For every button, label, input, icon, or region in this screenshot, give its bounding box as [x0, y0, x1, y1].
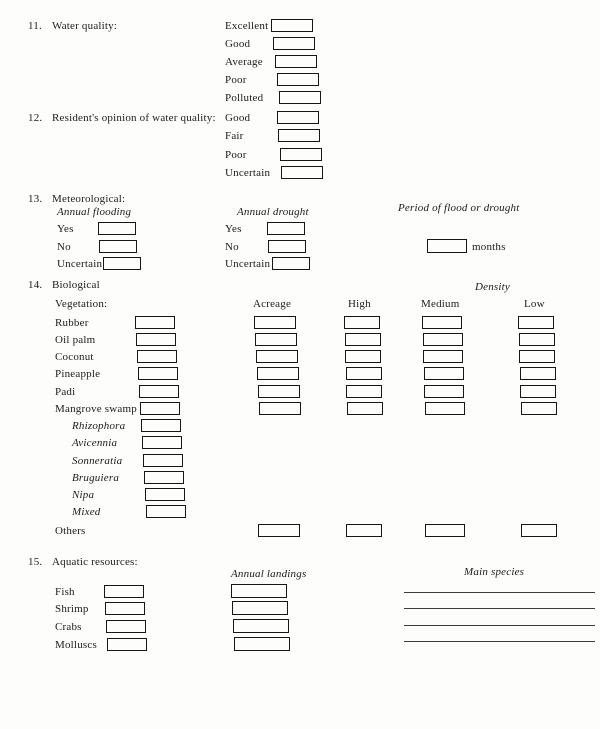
- q14-rubber-acreage-box[interactable]: [254, 316, 296, 329]
- q14-subrow-label: Rhizophora: [72, 420, 126, 432]
- q13-flooding-header: Annual flooding: [57, 206, 132, 218]
- q12-option-label: Good: [225, 112, 251, 124]
- q12-title: Resident's opinion of water quality:: [52, 112, 216, 124]
- q14-rubber-box[interactable]: [135, 316, 175, 329]
- q14-mangrove-low-box[interactable]: [521, 402, 557, 415]
- q14-others-high-box[interactable]: [346, 524, 382, 537]
- q14-avicennia-box[interactable]: [142, 436, 182, 449]
- q14-padi-low-box[interactable]: [520, 385, 556, 398]
- q13-period-header: Period of flood or drought: [398, 202, 520, 214]
- q14-pineapple-high-box[interactable]: [346, 367, 382, 380]
- q14-sonneratia-box[interactable]: [143, 454, 183, 467]
- q14-padi-high-box[interactable]: [346, 385, 382, 398]
- q14-rubber-low-box[interactable]: [518, 316, 554, 329]
- q15-row-label: Shrimp: [55, 603, 89, 615]
- q14-col-header: High: [348, 298, 371, 310]
- q13-period-unit-label: months: [472, 241, 506, 253]
- q11-excellent-box[interactable]: [271, 19, 313, 32]
- q11-polluted-box[interactable]: [279, 91, 321, 104]
- q14-pineapple-medium-box[interactable]: [424, 367, 464, 380]
- q14-coconut-acreage-box[interactable]: [256, 350, 298, 363]
- q14-bruguiera-box[interactable]: [144, 471, 184, 484]
- q15-landings-header: Annual landings: [231, 568, 307, 580]
- q14-row-label: Mangrove swamp: [55, 403, 137, 415]
- q14-others-label: Others: [55, 525, 86, 537]
- q15-molluscs-box[interactable]: [107, 638, 147, 651]
- q14-padi-acreage-box[interactable]: [258, 385, 300, 398]
- q13-drought-yes-box[interactable]: [267, 222, 305, 235]
- q13-drought-no-box[interactable]: [268, 240, 306, 253]
- q14-pineapple-acreage-box[interactable]: [257, 367, 299, 380]
- q11-number: 11.: [28, 20, 42, 32]
- q15-row-label: Fish: [55, 586, 75, 598]
- q14-coconut-low-box[interactable]: [519, 350, 555, 363]
- q14-mangrove-high-box[interactable]: [347, 402, 383, 415]
- q15-fish-landings-box[interactable]: [231, 584, 287, 598]
- q11-option-label: Polluted: [225, 92, 264, 104]
- q12-good-box[interactable]: [277, 111, 319, 124]
- q14-title: Biological: [52, 279, 100, 291]
- q12-fair-box[interactable]: [278, 129, 320, 142]
- q13-period-months-box[interactable]: [427, 239, 467, 253]
- q13-flooding-uncertain-box[interactable]: [103, 257, 141, 270]
- q14-coconut-high-box[interactable]: [345, 350, 381, 363]
- q14-rhizophora-box[interactable]: [141, 419, 181, 432]
- q14-rubber-medium-box[interactable]: [422, 316, 462, 329]
- q13-flooding-no-box[interactable]: [99, 240, 137, 253]
- q11-good-box[interactable]: [273, 37, 315, 50]
- q15-species-writein-line[interactable]: [404, 641, 595, 642]
- q13-drought-option-label: No: [225, 241, 239, 253]
- q13-flooding-yes-box[interactable]: [98, 222, 136, 235]
- q15-number: 15.: [28, 556, 43, 568]
- q15-species-writein-line[interactable]: [404, 608, 595, 609]
- q14-coconut-box[interactable]: [137, 350, 177, 363]
- q14-subrow-label: Nipa: [72, 489, 95, 501]
- q14-row-label: Padi: [55, 386, 76, 398]
- q12-uncertain-box[interactable]: [281, 166, 323, 179]
- q14-oilpalm-high-box[interactable]: [345, 333, 381, 346]
- q14-mangrove-acreage-box[interactable]: [259, 402, 301, 415]
- q15-species-writein-line[interactable]: [404, 592, 595, 593]
- q15-crabs-box[interactable]: [106, 620, 146, 633]
- q13-flooding-option-label: No: [57, 241, 71, 253]
- q13-drought-option-label: Uncertain: [225, 258, 271, 270]
- q11-option-label: Poor: [225, 74, 247, 86]
- q14-pineapple-box[interactable]: [138, 367, 178, 380]
- q14-others-acreage-box[interactable]: [258, 524, 300, 537]
- q14-row-label: Oil palm: [55, 334, 96, 346]
- q14-row-label: Coconut: [55, 351, 94, 363]
- q15-molluscs-landings-box[interactable]: [234, 637, 290, 651]
- q14-oilpalm-low-box[interactable]: [519, 333, 555, 346]
- q14-oilpalm-acreage-box[interactable]: [255, 333, 297, 346]
- q12-poor-box[interactable]: [280, 148, 322, 161]
- q11-poor-box[interactable]: [277, 73, 319, 86]
- q12-option-label: Uncertain: [225, 167, 271, 179]
- q14-others-low-box[interactable]: [521, 524, 557, 537]
- q14-col-header: Low: [524, 298, 545, 310]
- q15-species-header: Main species: [464, 566, 525, 578]
- q13-flooding-option-label: Yes: [57, 223, 74, 235]
- q11-option-label: Average: [225, 56, 263, 68]
- q14-mangrove-box[interactable]: [140, 402, 180, 415]
- q14-padi-box[interactable]: [139, 385, 179, 398]
- q14-subrow-label: Bruguiera: [72, 472, 120, 484]
- q14-mangrove-medium-box[interactable]: [425, 402, 465, 415]
- q15-crabs-landings-box[interactable]: [233, 619, 289, 633]
- q13-drought-header: Annual drought: [237, 206, 309, 218]
- q15-row-label: Crabs: [55, 621, 82, 633]
- q13-title: Meteorological:: [52, 193, 126, 205]
- q12-number: 12.: [28, 112, 43, 124]
- q14-col-header: Medium: [421, 298, 460, 310]
- q13-drought-option-label: Yes: [225, 223, 242, 235]
- q11-average-box[interactable]: [275, 55, 317, 68]
- q14-padi-medium-box[interactable]: [424, 385, 464, 398]
- q15-fish-box[interactable]: [104, 585, 144, 598]
- q15-title: Aquatic resources:: [52, 556, 138, 568]
- q15-shrimp-landings-box[interactable]: [232, 601, 288, 615]
- q14-oilpalm-box[interactable]: [136, 333, 176, 346]
- q14-subrow-label: Mixed: [72, 506, 101, 518]
- q14-pineapple-low-box[interactable]: [520, 367, 556, 380]
- q14-subrow-label: Avicennia: [72, 437, 118, 449]
- q11-option-label: Good: [225, 38, 251, 50]
- q14-col-header: Acreage: [253, 298, 292, 310]
- q14-nipa-box[interactable]: [145, 488, 185, 501]
- q14-oilpalm-medium-box[interactable]: [423, 333, 463, 346]
- q12-option-label: Fair: [225, 130, 244, 142]
- q14-vegetation-label: Vegetation:: [55, 298, 108, 310]
- q14-row-label: Pineapple: [55, 368, 101, 380]
- q14-mixed-box[interactable]: [146, 505, 186, 518]
- q13-flooding-option-label: Uncertain: [57, 258, 103, 270]
- q14-row-label: Rubber: [55, 317, 89, 329]
- q15-species-writein-line[interactable]: [404, 625, 595, 626]
- q14-others-medium-box[interactable]: [425, 524, 465, 537]
- q13-number: 13.: [28, 193, 43, 205]
- q15-row-label: Molluscs: [55, 639, 97, 651]
- q14-density-header: Density: [475, 281, 511, 293]
- q14-number: 14.: [28, 279, 43, 291]
- q15-shrimp-box[interactable]: [105, 602, 145, 615]
- q14-rubber-high-box[interactable]: [344, 316, 380, 329]
- q11-title: Water quality:: [52, 20, 118, 32]
- q11-option-label: Excellent: [225, 20, 269, 32]
- q12-option-label: Poor: [225, 149, 247, 161]
- q14-subrow-label: Sonneratia: [72, 455, 123, 467]
- q13-drought-uncertain-box[interactable]: [272, 257, 310, 270]
- q14-coconut-medium-box[interactable]: [423, 350, 463, 363]
